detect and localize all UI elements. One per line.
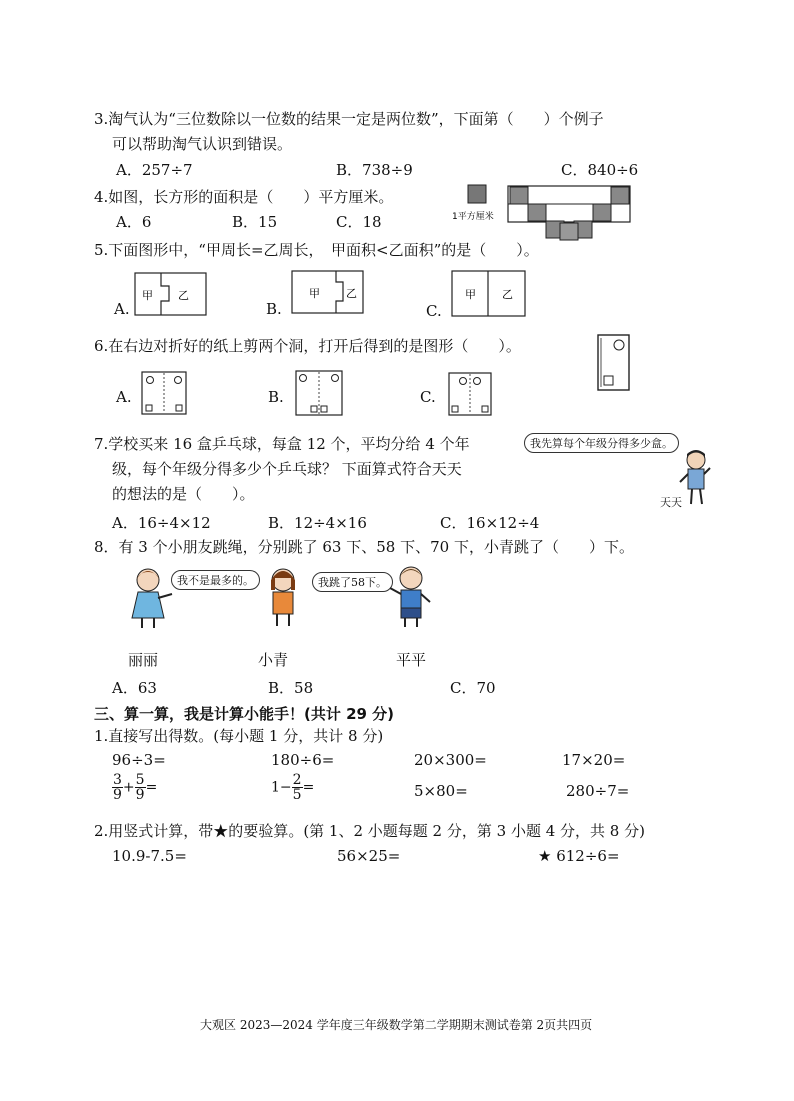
q7-line2: 级，每个年级分得多少个乒乓球？ 下面算式符合天天 (112, 460, 462, 478)
page-footer: 大观区 2023—2024 学年度三年级数学第二学期期末测试卷第 2页共四页 (200, 1018, 593, 1032)
q6-figure-b (295, 370, 345, 418)
pingping-character-icon (386, 564, 436, 630)
jia-label: 甲 (142, 289, 153, 302)
q6-figure-c (448, 372, 494, 418)
q5-option-a: A. (114, 300, 130, 318)
q8-stem: 8．有 3 个小朋友跳绳，分别跳了 63 下、58 下、70 下，小青跳了（ ）下。 (94, 538, 634, 556)
q8-name-xiaoqing: 小青 (258, 651, 289, 669)
calc-3: 20×300= (414, 751, 487, 769)
vertical-calc-1: 10.9-7.5= (112, 847, 187, 865)
calc-2: 180÷6= (271, 751, 335, 769)
frac2-denominator: 9 (135, 787, 145, 803)
q6-stem: 6.在右边对折好的纸上剪两个洞，打开后得到的是图形（ ）。 (94, 337, 521, 355)
q5-option-b: B. (266, 300, 282, 318)
q5-option-c: C. (426, 302, 442, 320)
vertical-calc-3: ★ 612÷6= (538, 847, 620, 865)
q8-bubble-pingping: 我跳了58下。 (312, 572, 393, 592)
q4-option-c: C．18 (336, 213, 382, 231)
section3-part1-title: 1.直接写出得数。(每小题 1 分，共计 8 分) (94, 727, 384, 745)
q3-line1: 3.淘气认为“三位数除以一位数的结果一定是两位数”，下面第（ ）个例子 (94, 110, 604, 128)
q4-option-a: A．6 (116, 213, 152, 231)
q5-figure-a (134, 272, 208, 318)
q8-bubble-lili: 我不是最多的。 (171, 570, 260, 590)
q6-option-b: B. (268, 388, 284, 406)
yi-label: 乙 (502, 288, 513, 301)
q5-figure-b (291, 270, 365, 316)
q4-grid-figure (448, 183, 633, 243)
q5-figure-c (451, 270, 527, 318)
frac1-denominator: 9 (113, 787, 122, 803)
section3-part2-title: 2.用竖式计算，带★的要验算。(第 1、2 小题每题 2 分，第 3 小题 4 分，共 8 分) (94, 822, 645, 840)
plus-sign: + (122, 779, 135, 796)
equals-sign: = (145, 779, 158, 796)
frac2-numerator: 5 (135, 772, 145, 788)
q7-line3: 的想法的是（ ）。 (112, 485, 255, 503)
yi-label: 乙 (178, 289, 189, 302)
section3-title: 三、算一算，我是计算小能手！(共计 29 分) (94, 705, 395, 723)
q3-option-c: C．840÷6 (561, 161, 639, 179)
calc-1: 96÷3= (112, 751, 166, 769)
q3-option-b: B．738÷9 (336, 161, 413, 179)
q7-line1: 7.学校买来 16 盒乒乓球，每盒 12 个，平均分给 4 个年 (94, 435, 470, 453)
q3-option-a: A．257÷7 (116, 161, 193, 179)
tiantian-character-icon (676, 448, 716, 508)
jia-label: 甲 (309, 287, 320, 300)
frac1-numerator: 3 (113, 772, 122, 788)
q7-speech-bubble: 我先算每个年级分得多少盒。 (524, 433, 679, 453)
q6-option-a: A. (116, 388, 132, 406)
tiantian-name: 天天 (660, 496, 682, 509)
calc-4: 17×20= (562, 751, 626, 769)
equals-sign: = (302, 779, 315, 796)
vertical-calc-2: 56×25= (337, 847, 401, 865)
calc-6-fraction-diff (271, 773, 314, 802)
q8-option-c: C．70 (450, 679, 496, 697)
q8-name-lili: 丽丽 (128, 651, 159, 669)
q8-name-pingping: 平平 (396, 651, 427, 669)
q7-option-b: B．12÷4×16 (268, 514, 367, 532)
q8-option-b: B．58 (268, 679, 314, 697)
yi-label: 乙 (346, 287, 357, 300)
unit-square-label: 1平方厘米 (452, 212, 494, 222)
frac3-numerator: 2 (292, 772, 302, 788)
frac3-denominator: 5 (292, 787, 302, 803)
q5-stem: 5.下面图形中，“甲周长=乙周长， 甲面积<乙面积”的是（ ）。 (94, 241, 539, 259)
calc-5-fraction-sum (112, 773, 157, 802)
q4-option-b: B．15 (232, 213, 278, 231)
q8-option-a: A．63 (112, 679, 157, 697)
calc-8: 280÷7= (566, 782, 630, 800)
lili-character-icon (126, 566, 176, 632)
q3-line2: 可以帮助淘气认识到错误。 (112, 135, 293, 153)
one-minus: 1− (271, 779, 292, 796)
q6-option-c: C. (420, 388, 436, 406)
jia-label: 甲 (465, 288, 476, 301)
q7-option-c: C．16×12÷4 (440, 514, 540, 532)
calc-7: 5×80= (414, 782, 468, 800)
q7-option-a: A．16÷4×12 (112, 514, 211, 532)
q6-folded-paper (597, 334, 631, 392)
q4-stem: 4.如图，长方形的面积是（ ）平方厘米。 (94, 188, 394, 206)
xiaoqing-character-icon (260, 566, 306, 630)
q6-figure-a (141, 371, 189, 417)
